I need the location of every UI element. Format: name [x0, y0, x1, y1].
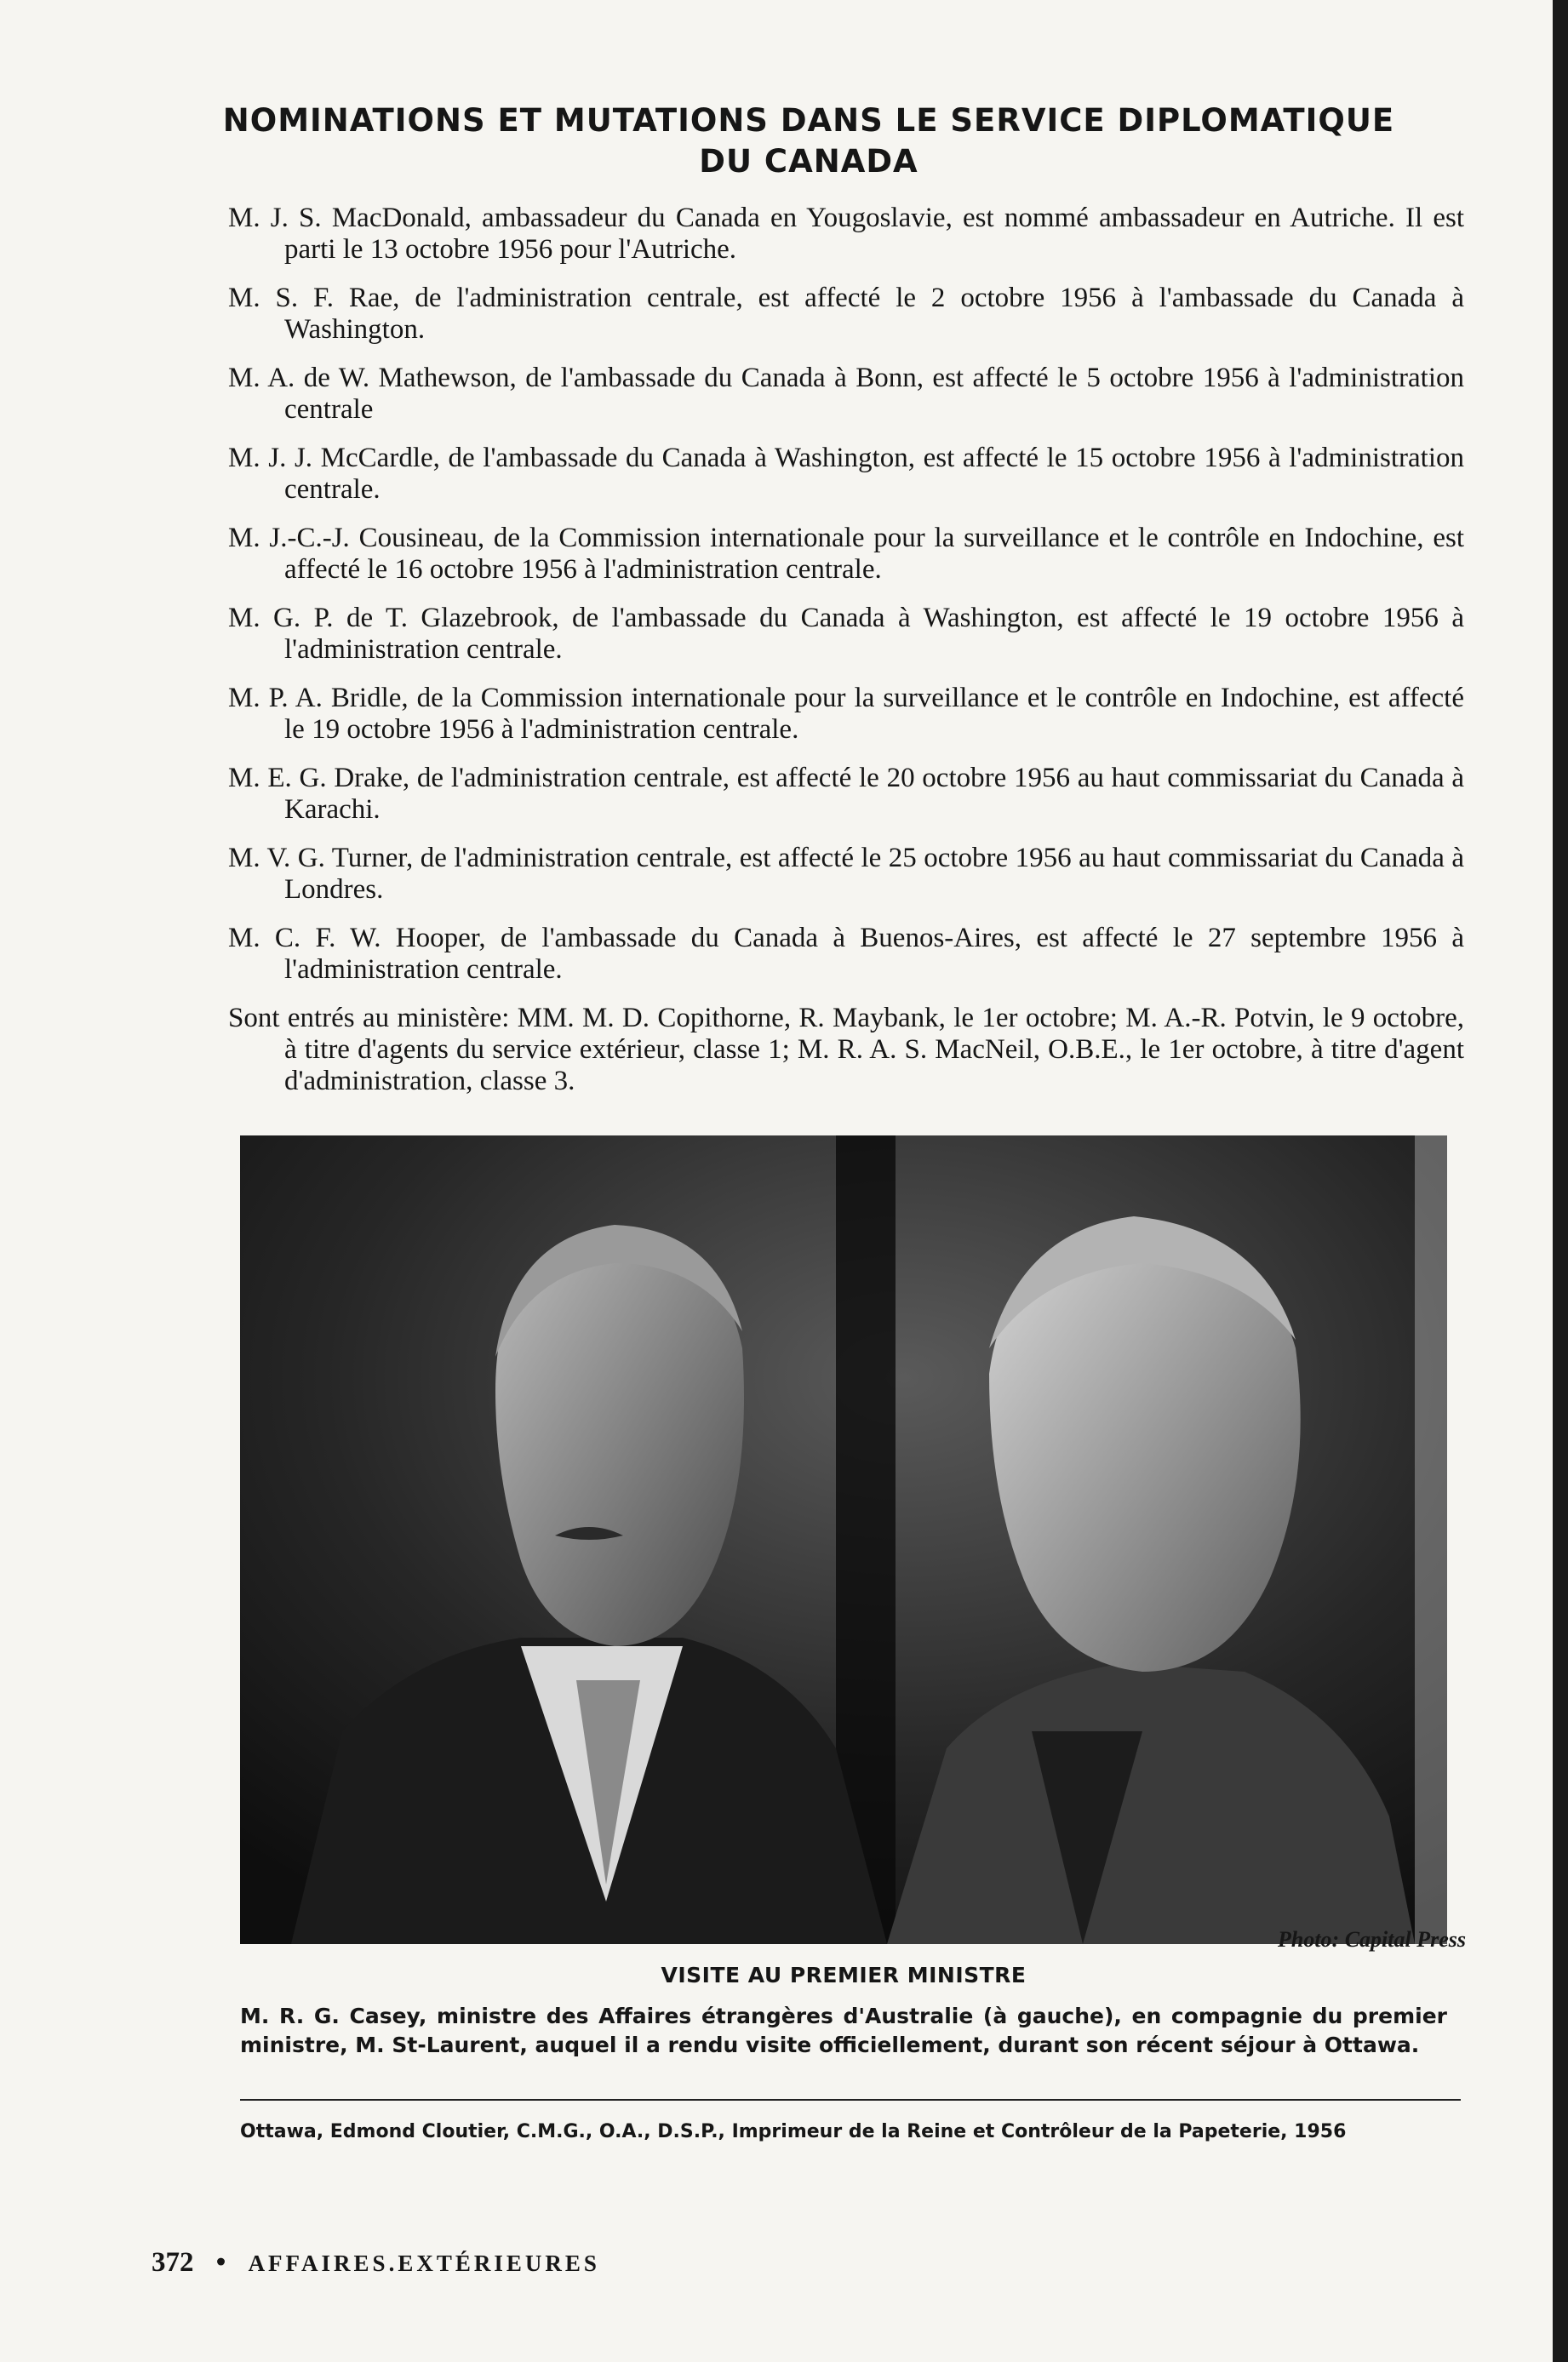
page-footer — [152, 2247, 600, 2279]
appointment-entry: M. P. A. Bridle, de la Commission internationale pour la surveillance et le contrôle en Indochine, est affecté le 19 octobre 1956 à l'administration centrale. — [228, 683, 1464, 745]
page-title-line-2: DU CANADA — [699, 143, 918, 180]
page-title — [221, 100, 1396, 182]
footer-bullet: • — [215, 2247, 226, 2278]
appointment-entry: M. J. S. MacDonald, ambassadeur du Canada en Yougoslavie, est nommé ambassadeur en Autriche. Il est parti le 13 octobre 1956 pour l'Autriche. — [228, 203, 1464, 265]
divider — [240, 2099, 1461, 2101]
appointment-entry: M. E. G. Drake, de l'administration centrale, est affecté le 20 octobre 1956 au haut commissariat du Canada à Karachi. — [228, 763, 1464, 825]
photo-caption: M. R. G. Casey, ministre des Affaires étrangères d'Australie (à gauche), en compagnie du premier ministre, M. St-Laurent, auquel il a rendu visite officiellement, durant son récent séjour à Ottawa. — [240, 2004, 1447, 2057]
appointment-entry: M. J. J. McCardle, de l'ambassade du Canada à Washington, est affecté le 15 octobre 1956 à l'administration centrale. — [228, 443, 1464, 505]
appointment-entry: M. J.-C.-J. Cousineau, de la Commission internationale pour la surveillance et le contrôle en Indochine, est affecté le 16 octobre 1956 à l'administration centrale. — [228, 523, 1464, 585]
photo-credit: Photo: Capital Press — [1277, 1927, 1466, 1952]
page-title-line-1: NOMINATIONS ET MUTATIONS DANS LE SERVICE DIPLOMATIQUE — [222, 102, 1395, 139]
appointment-entry: M. S. F. Rae, de l'administration centrale, est affecté le 2 octobre 1956 à l'ambassade du Canada à Washington. — [228, 283, 1464, 345]
appointment-entry: M. G. P. de T. Glazebrook, de l'ambassade du Canada à Washington, est affecté le 19 octobre 1956 à l'administration centrale. — [228, 603, 1464, 665]
appointments-list — [228, 203, 1464, 1114]
imprint-line: Ottawa, Edmond Cloutier, C.M.G., O.A., D.S.P., Imprimeur de la Reine et Contrôleur de la Papeterie, 1956 — [240, 2121, 1347, 2142]
appointment-entry: M. V. G. Turner, de l'administration centrale, est affecté le 25 octobre 1956 au haut commissariat du Canada à Londres. — [228, 843, 1464, 905]
page-number: 372 — [152, 2247, 194, 2278]
photo-caption-title: VISITE AU PREMIER MINISTRE — [661, 1963, 1027, 1987]
new-staff-entry: Sont entrés au ministère: MM. M. D. Copithorne, R. Maybank, le 1er octobre; M. A.-R. Potvin, le 9 octobre, à titre d'agents du service extérieur, classe 1; M. R. A. S. MacNeil, O.B.E., le 1er octobre, à titre d'agent d'administration, classe 3. — [228, 1003, 1464, 1096]
scan-edge — [1553, 0, 1568, 2362]
news-photo — [240, 1135, 1447, 1944]
journal-name: AFFAIRES.EXTÉRIEURES — [248, 2250, 600, 2276]
photo-two-men-illustration — [240, 1135, 1447, 1944]
appointment-entry: M. A. de W. Mathewson, de l'ambassade du Canada à Bonn, est affecté le 5 octobre 1956 à l'administration centrale — [228, 363, 1464, 425]
appointment-entry: M. C. F. W. Hooper, de l'ambassade du Canada à Buenos-Aires, est affecté le 27 septembre 1956 à l'administration centrale. — [228, 923, 1464, 985]
